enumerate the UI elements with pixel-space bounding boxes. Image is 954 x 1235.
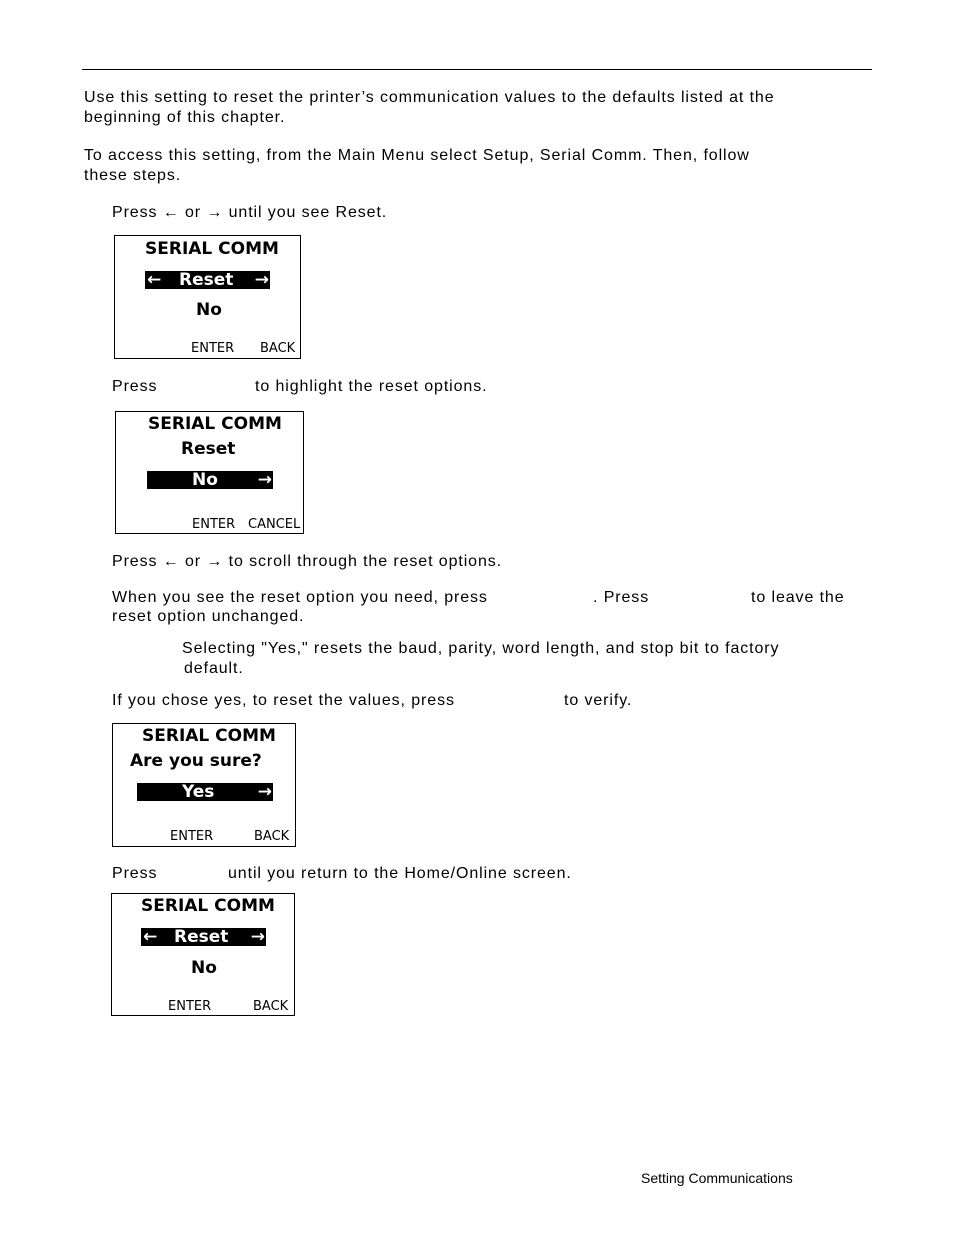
softkey-back: BACK xyxy=(260,341,296,356)
softkey-back: BACK xyxy=(253,999,289,1014)
intro-text: Use this setting to reset the printer’s communication values to the defaults listed at the xyxy=(84,89,775,106)
softkey-enter: ENTER xyxy=(168,999,212,1014)
step-5: If you chose yes, to reset the values, press xyxy=(112,692,455,709)
step-3: Press ← or → to scroll through the reset options. xyxy=(112,553,503,570)
note-text: default. xyxy=(184,660,244,677)
note-text: Selecting "Yes," resets the baud, parity, word length, and stop bit to factory xyxy=(182,640,780,657)
step-5: to verify. xyxy=(564,692,633,709)
softkey-enter: ENTER xyxy=(191,341,235,356)
softkey-cancel: CANCEL xyxy=(248,517,301,532)
lcd-highlight xyxy=(141,928,266,946)
lcd-value: No xyxy=(196,300,222,320)
lcd-screen-2 xyxy=(115,411,304,534)
lcd-screen-3 xyxy=(112,723,296,847)
lcd-screen-4 xyxy=(111,893,295,1016)
page-footer: Setting Communications xyxy=(641,1170,793,1186)
lcd-screen-1 xyxy=(114,235,301,359)
lcd-title: SERIAL COMM xyxy=(141,896,275,916)
lcd-highlight xyxy=(145,271,270,289)
softkey-enter: ENTER xyxy=(192,517,236,532)
step-6: until you return to the Home/Online screen. xyxy=(228,865,572,882)
arrow-right-icon: → xyxy=(250,927,265,947)
lcd-title: SERIAL COMM xyxy=(148,414,282,434)
lcd-highlight xyxy=(137,783,273,801)
header-rule xyxy=(82,69,872,70)
intro-text: these steps. xyxy=(84,167,182,184)
intro-text: beginning of this chapter. xyxy=(84,109,286,126)
lcd-option: Reset xyxy=(179,270,234,290)
arrow-right-icon: → xyxy=(257,470,272,490)
lcd-title: SERIAL COMM xyxy=(142,726,276,746)
arrow-right-icon: → xyxy=(254,270,269,290)
step-2: to highlight the reset options. xyxy=(255,378,488,395)
lcd-option: Reset xyxy=(174,927,229,947)
lcd-option: Yes xyxy=(182,782,215,802)
step-4: . Press xyxy=(593,589,650,606)
step-4: reset option unchanged. xyxy=(112,608,305,625)
lcd-option: No xyxy=(192,470,218,490)
softkey-back: BACK xyxy=(254,829,290,844)
step-2: Press xyxy=(112,378,158,395)
lcd-highlight xyxy=(147,471,273,489)
lcd-title: SERIAL COMM xyxy=(145,239,279,259)
intro-text: To access this setting, from the Main Menu select Setup, Serial Comm. Then, follow xyxy=(84,147,750,164)
step-6: Press xyxy=(112,865,158,882)
step-4: to leave the xyxy=(751,589,845,606)
lcd-value: No xyxy=(191,958,217,978)
lcd-subtitle: Reset xyxy=(181,439,236,459)
arrow-right-icon: → xyxy=(257,782,272,802)
lcd-subtitle: Are you sure? xyxy=(130,751,262,771)
arrow-left-icon: ← xyxy=(147,270,162,290)
step-4: When you see the reset option you need, press xyxy=(112,589,488,606)
softkey-enter: ENTER xyxy=(170,829,214,844)
arrow-left-icon: ← xyxy=(143,927,158,947)
step-1: Press ← or → until you see Reset. xyxy=(112,204,388,221)
